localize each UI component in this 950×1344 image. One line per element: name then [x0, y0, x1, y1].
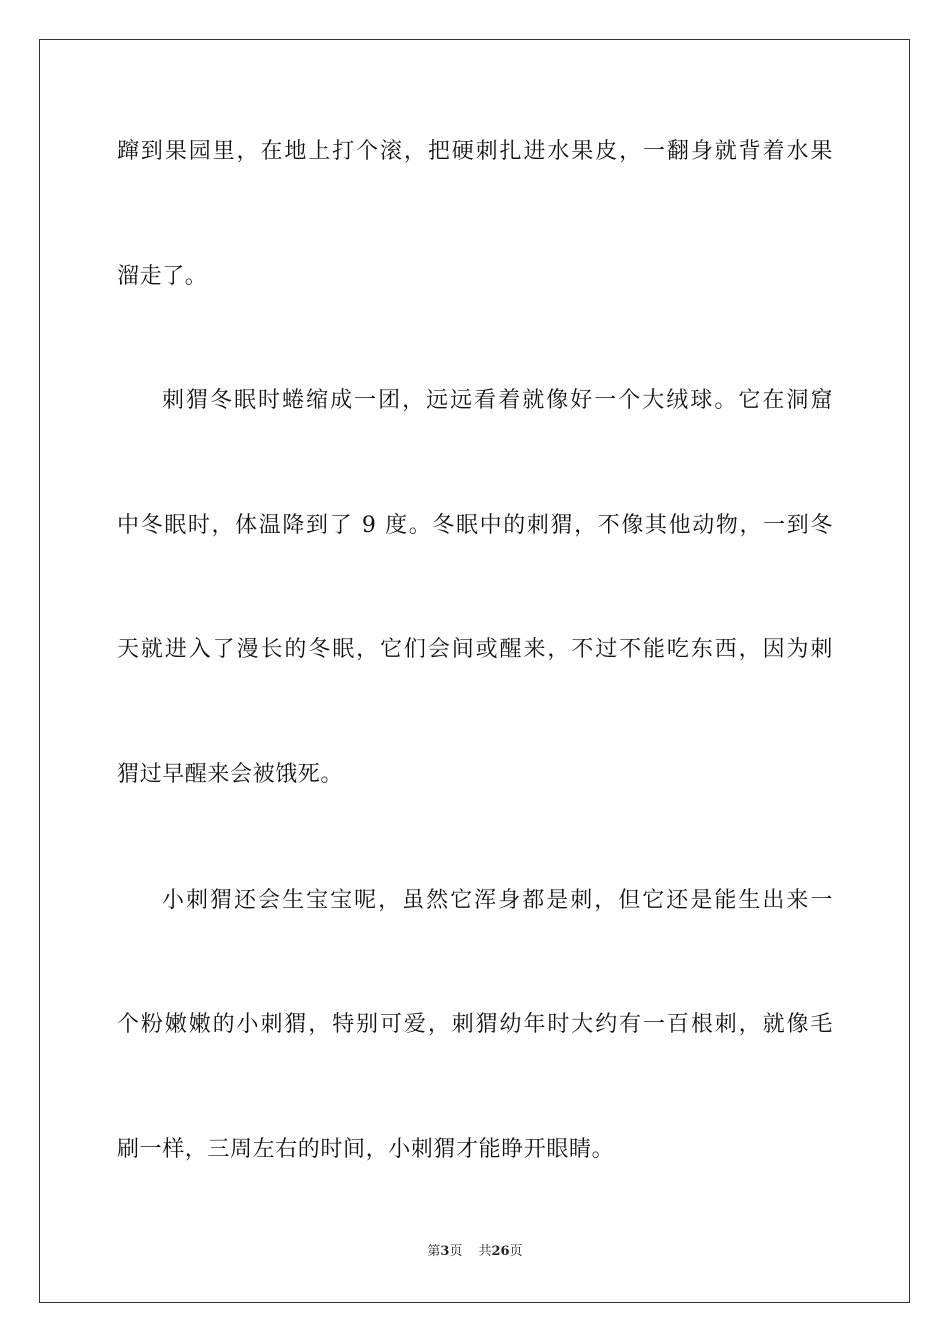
body-text-line: 个粉嫩嫩的小刺猬，特别可爱，刺猬幼年时大约有一百根刺，就像毛	[117, 1012, 833, 1037]
body-text-line: 刷一样，三周左右的时间，小刺猬才能睁开眼睛。	[117, 1137, 615, 1162]
body-text-line: 猬过早醒来会被饿死。	[117, 762, 344, 787]
page-border	[39, 39, 910, 1303]
body-text-line: 蹿到果园里，在地上打个滚，把硬刺扎进水果皮，一翻身就背着水果	[117, 139, 833, 164]
total-suffix: 页	[509, 1244, 523, 1259]
total-prefix: 共	[478, 1244, 492, 1259]
paragraph-first-line: 小刺猬还会生宝宝呢，虽然它浑身都是刺，但它还是能生出来一	[162, 888, 833, 913]
paragraph-first-line: 刺猬冬眠时蜷缩成一团，远远看着就像好一个大绒球。它在洞窟	[162, 388, 833, 413]
page-suffix: 页	[449, 1244, 463, 1259]
page-prefix: 第	[427, 1244, 441, 1259]
page-footer	[0, 1243, 950, 1261]
current-page-number: 3	[440, 1244, 450, 1259]
body-text-line: 中冬眠时，体温降到了 9 度。冬眠中的刺猬，不像其他动物，一到冬	[117, 513, 833, 538]
body-text-line: 溜走了。	[117, 264, 208, 289]
total-page-count: 26	[491, 1244, 510, 1259]
body-text-line: 天就进入了漫长的冬眠，它们会间或醒来，不过不能吃东西，因为刺	[117, 637, 833, 662]
